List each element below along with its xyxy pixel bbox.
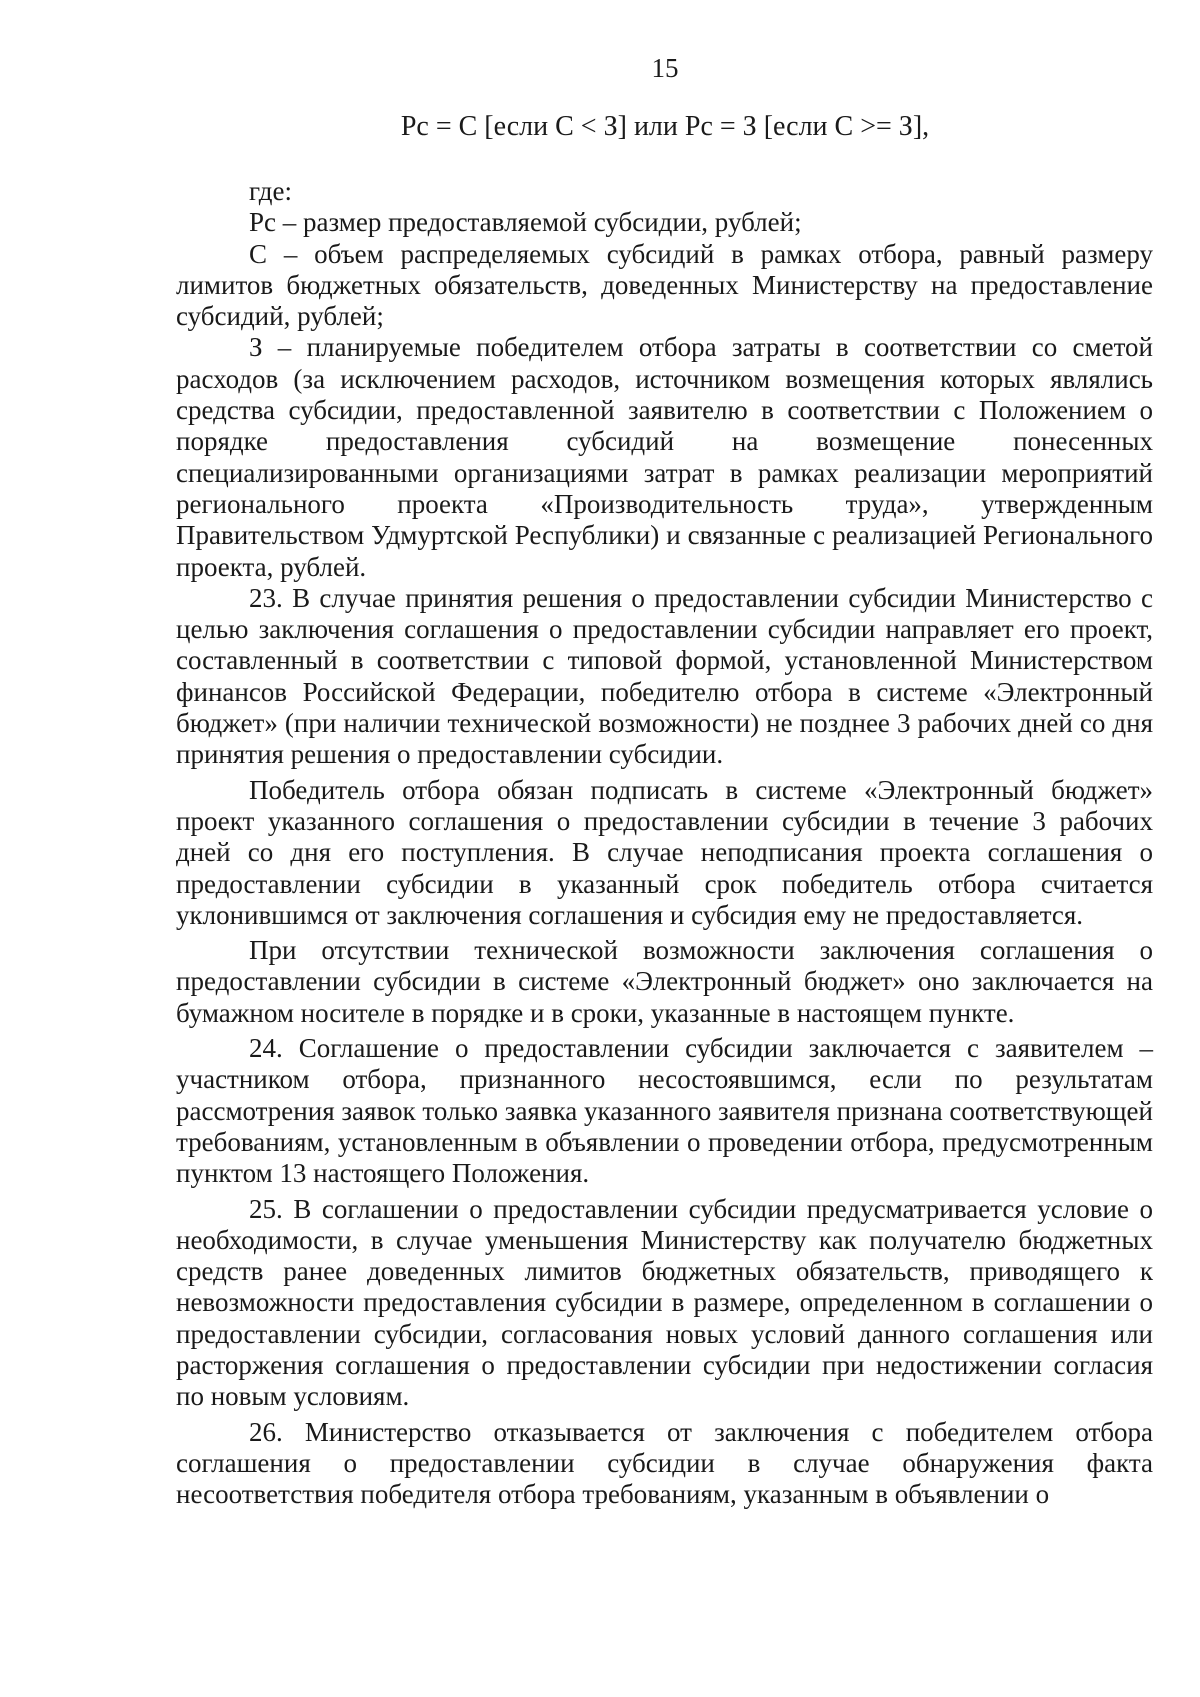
formula: Рс = С [если С < З] или Рс = З [если С >= З], [400, 111, 930, 142]
paragraph-clause-26: 26. Министерство отказывается от заключения с победителем отбора соглашения о предоставлении субсидии в случае обнаружения факта несоответствия победителя отбора требованиям, указанным в объявлении о [176, 1416, 1153, 1510]
paragraph-definition-z: З – планируемые победителем отбора затраты в соответствии со сметой расходов (за исключением расходов, источником возмещения которых являлись средства субсидии, предоставленной заявителю в соответствии с Положением о порядке предоставления субсидий на возмещение понесенных специализированными организациями затрат в рамках реализации мероприятий регионального проекта «Производительность труда», утвержденным Правительством Удмуртской Республики) и связанные с реализацией Регионального проекта, рублей. [176, 332, 1153, 582]
paragraph-clause-24: 24. Соглашение о предоставлении субсидии заключается с заявителем – участником отбора, признанного несостоявшимся, если по результатам рассмотрения заявок только заявка указанного заявителя признана соответствующей требованиям, установленным в объявлении о проведении отбора, предусмотренным пунктом 13 настоящего Положения. [176, 1033, 1153, 1189]
paragraph-clause-23: 23. В случае принятия решения о предоставлении субсидии Министерство с целью заключения соглашения о предоставлении субсидии направляет его проект, составленный в соответствии с типовой формой, установленной Министерством финансов Российской Федерации, победителю отбора в системе «Электронный бюджет» (при наличии технической возможности) не позднее 3 рабочих дней со дня принятия решения о предоставлении субсидии. [176, 582, 1153, 770]
paragraph-paper-form: При отсутствии технической возможности заключения соглашения о предоставлении субсидии в системе «Электронный бюджет» оно заключается на бумажном носителе в порядке и в сроки, указанные в настоящем пункте. [176, 935, 1153, 1028]
paragraph-definition-c: С – объем распределяемых субсидий в рамках отбора, равный размеру лимитов бюджетных обязательств, доведенных Министерству на предоставление субсидий, рублей; [176, 238, 1153, 332]
page-number: 15 [651, 53, 679, 83]
paragraph-clause-25: 25. В соглашении о предоставлении субсидии предусматривается условие о необходимости, в случае уменьшения Министерству как получателю бюджетных средств ранее доведенных лимитов бюджетных обязательств, приводящего к невозможности предоставления субсидии в размере, определенном в соглашении о предоставлении субсидии, согласования новых условий данного соглашения или расторжения соглашения о предоставлении субсидии при недостижении согласия по новым условиям. [176, 1193, 1153, 1412]
document-body [176, 176, 1153, 1510]
paragraph-winner-signing: Победитель отбора обязан подписать в системе «Электронный бюджет» проект указанного соглашения о предоставлении субсидии в течение 3 рабочих дней со дня его поступления. В случае неподписания проекта соглашения о предоставлении субсидии в указанный срок победитель отбора считается уклонившимся от заключения соглашения и субсидия ему не предоставляется. [176, 774, 1153, 930]
paragraph-definition-rs: Рс – размер предоставляемой субсидии, рублей; [249, 207, 802, 238]
paragraph-where: где: [249, 176, 292, 206]
